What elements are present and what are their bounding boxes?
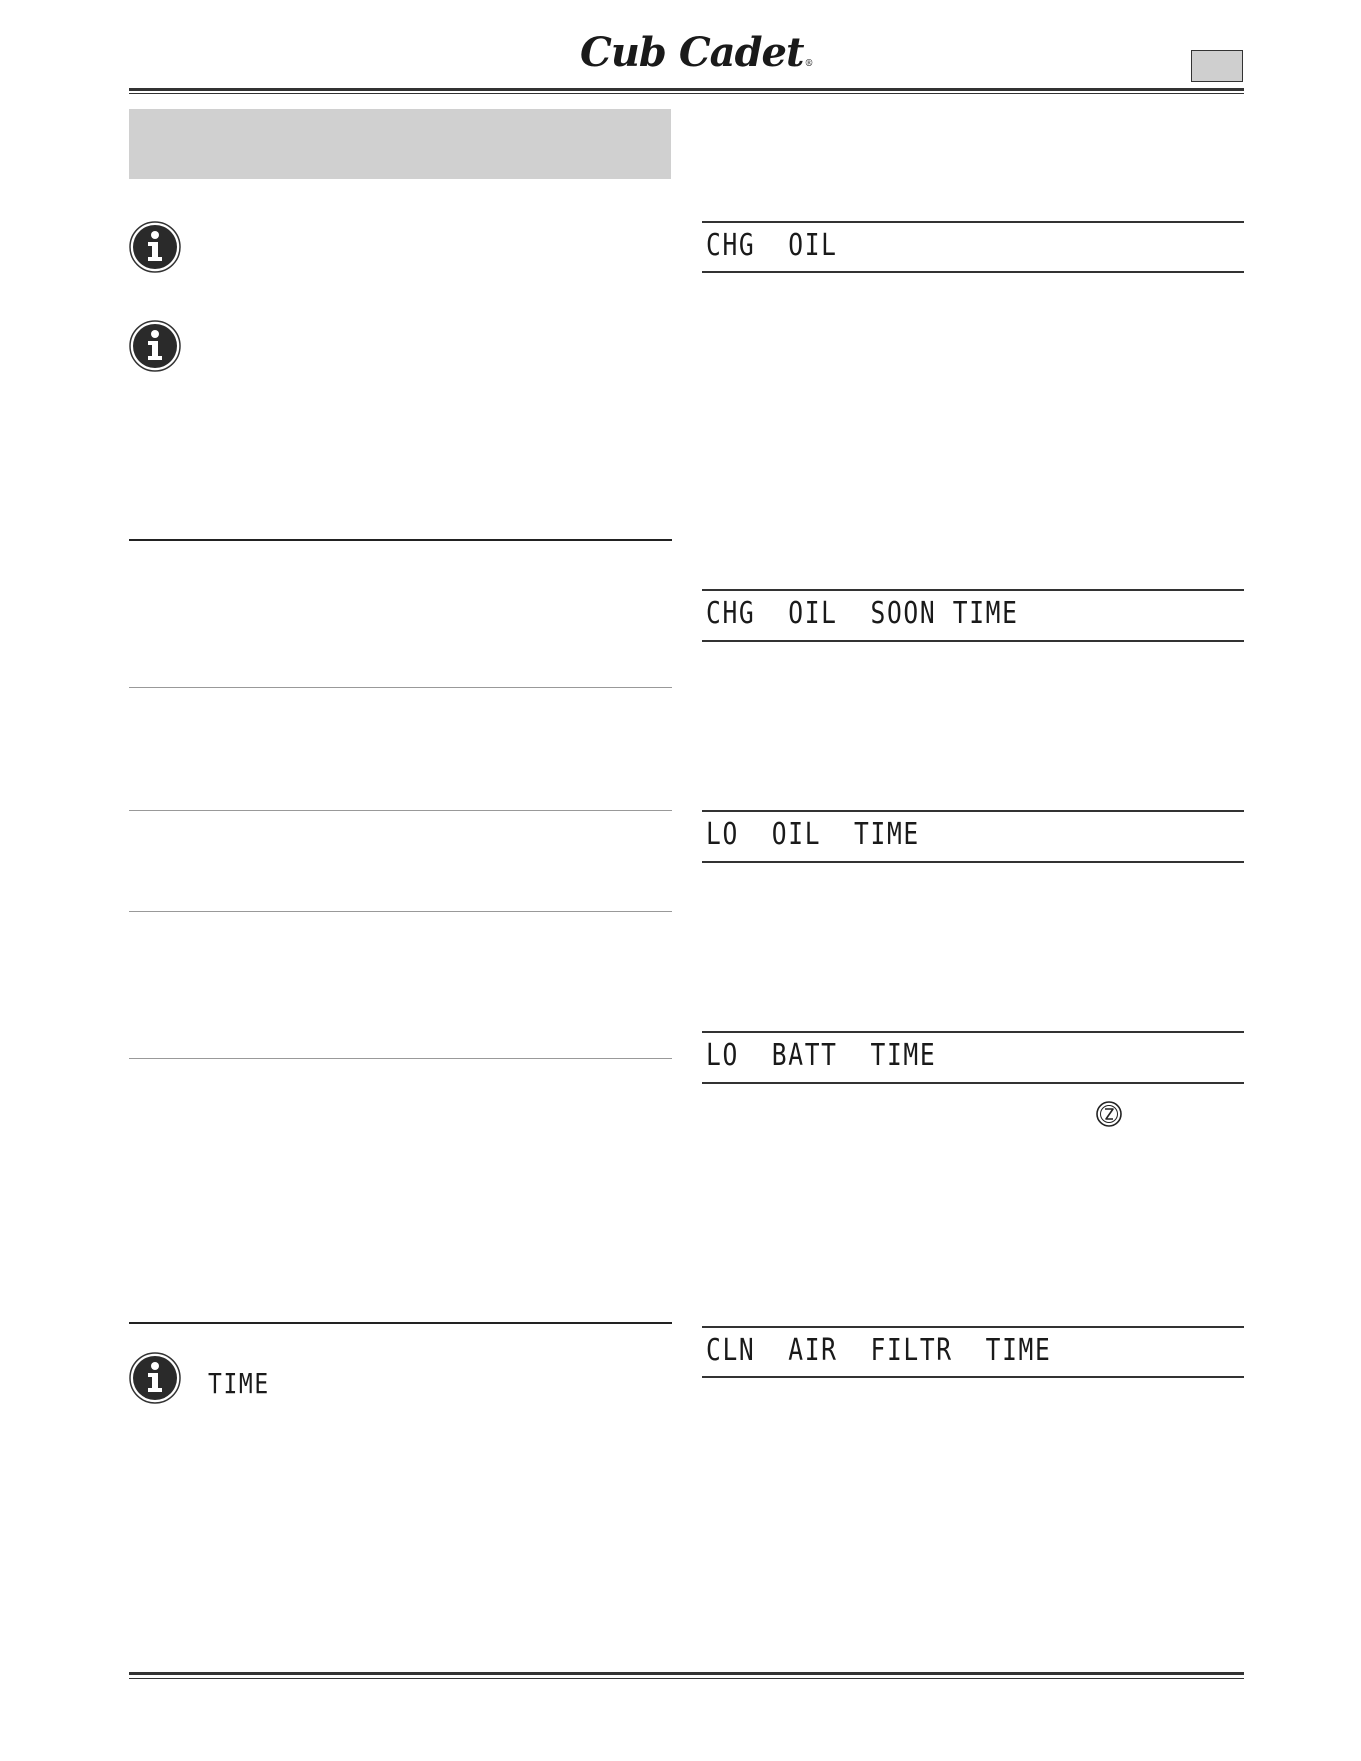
footer-rule-thin [129,1678,1244,1679]
lcd-message-cln-air-filtr: CLN AIR FILTR TIME [706,1333,1052,1368]
message-rule-bottom [702,271,1244,273]
lcd-time-label: TIME [208,1367,270,1400]
message-rule-top [702,221,1244,223]
message-rule-bottom [702,861,1244,863]
header-rule-thin [129,93,1244,94]
message-rule-top [702,1326,1244,1328]
section-divider [129,810,672,811]
message-rule-bottom [702,640,1244,642]
section-divider [129,539,672,541]
section-divider [129,1058,672,1059]
page-tab [1191,50,1243,82]
section-divider [129,687,672,688]
message-rule-top [702,589,1244,591]
section-divider [129,911,672,912]
section-heading-bar [129,109,671,179]
registered-mark: ® [804,59,813,69]
info-icon [129,1352,181,1404]
section-divider [129,1322,672,1324]
lcd-message-chg-oil-soon: CHG OIL SOON TIME [706,596,1019,631]
lcd-message-lo-oil: LO OIL TIME [706,817,920,852]
brand-logo [580,30,820,75]
brand-logo-text: Cub Cadet [580,29,804,76]
lcd-message-lo-batt: LO BATT TIME [706,1038,937,1073]
header-rule [129,88,1244,91]
lcd-message-chg-oil: CHG OIL [706,228,838,263]
message-rule-bottom [702,1376,1244,1378]
message-rule-bottom [702,1082,1244,1084]
message-rule-top [702,1031,1244,1033]
footer-rule [129,1672,1244,1675]
message-rule-top [702,810,1244,812]
key-icon [1094,1099,1124,1129]
info-icon [129,320,181,372]
info-icon [129,221,181,273]
